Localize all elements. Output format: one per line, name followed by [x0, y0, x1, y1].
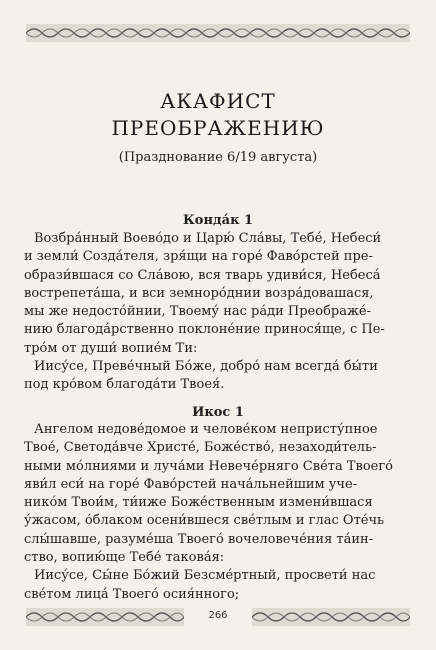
subtitle: (Празднование 6/19 августа): [118, 150, 318, 165]
kondak-body: [24, 230, 416, 395]
text-line: яви́л еси́ на горе́ Фаво́рстей нача́льнейшим уче-: [24, 476, 358, 492]
bottom-right-ornament: [252, 608, 410, 626]
text-line: под кро́вом благода́ти Твоея́.: [24, 377, 225, 393]
footer: [26, 608, 410, 626]
top-ornament-border: [26, 24, 410, 42]
text-line: ство, вопию́ще Тебе́ такова́я:: [24, 550, 225, 566]
text-line: у́жасом, о́блаком осени́вшеся све́тлым и глас Оте́чь: [24, 513, 385, 529]
text-line: нию благода́рственно поклоне́ние принося́ще, с Пе-: [24, 322, 385, 338]
ikos-heading: Икос 1: [192, 405, 244, 420]
text-line: мы же недосто́йнии, Твоему́ нас ра́ди Преображе́-: [24, 304, 372, 320]
text-line: Ангелом недове́домое и челове́ком непристу́пное: [34, 422, 378, 437]
ikos-body: [24, 421, 416, 604]
text-line: Твое́, Светода́вче Христе́, Боже́ство́, незаходи́тель-: [24, 440, 377, 456]
floral-border-icon: [252, 608, 410, 626]
page-number: 266: [208, 610, 228, 621]
kondak-heading: Конда́к 1: [182, 213, 254, 228]
text-line: образи́вшася со Сла́вою, вся тварь удиви́ся, Небеса́: [24, 267, 381, 283]
text-line: ными мо́лниями и луча́ми Невече́рняго Све́та Твоего́: [24, 458, 393, 474]
floral-border-icon: [26, 24, 410, 42]
title-line-2: ПРЕОБРАЖЕНИЮ: [111, 116, 325, 140]
text-line: све́том лица́ Твоего́ осия́нного;: [24, 586, 240, 602]
text-line: слы́шавше, разуме́ша Твоего́ вочеловече́ния та́ин-: [24, 531, 374, 547]
text-line: нико́м Твои́м, ти́иже Боже́ственным измени́вшася: [24, 495, 373, 511]
text-line: вострепета́ша, и вси земноро́днии возра́довашася,: [24, 285, 374, 301]
text-line: Иису́се, Преве́чный Бо́же, добро́ нам всегда́ бы́ти: [34, 359, 378, 375]
text-line: Иису́се, Сы́не Бо́жий Безсме́ртный, просвети́ нас: [34, 568, 376, 584]
text-line: Возбра́нный Воево́до и Царю́ Сла́вы, Тебе́, Небеси́: [34, 231, 382, 246]
title-line-1: АКАФИСТ: [160, 89, 276, 113]
text-line: и земли́ Созда́теля, зря́щи на горе́ Фаво́рстей пре-: [24, 249, 373, 265]
text-line: тро́м от души́ вопие́м Ти:: [24, 340, 198, 356]
